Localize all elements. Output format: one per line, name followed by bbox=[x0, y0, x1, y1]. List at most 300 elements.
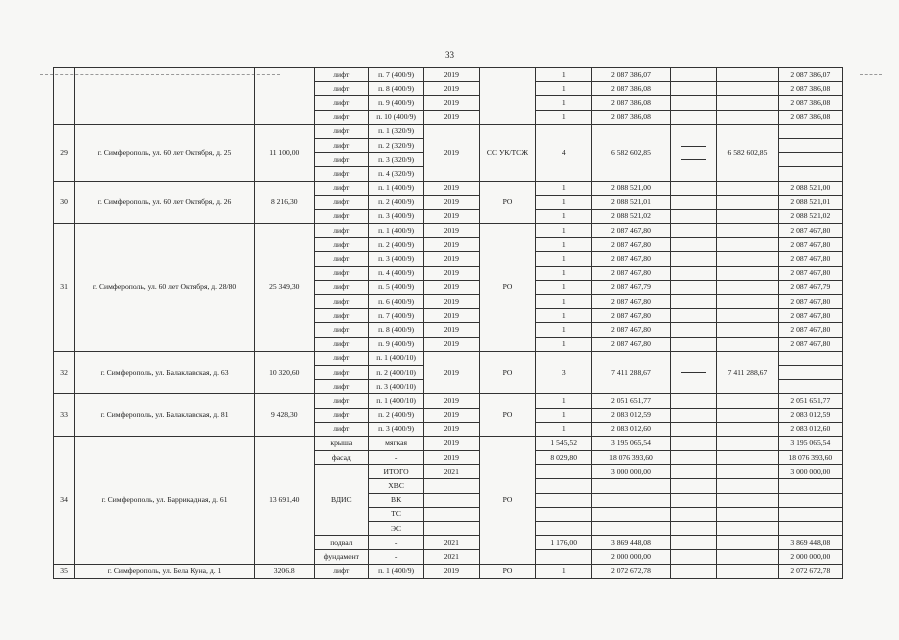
part-cell: - bbox=[369, 550, 424, 564]
method-cell: СС УК/ТСЖ bbox=[479, 124, 536, 181]
empty-cell bbox=[670, 507, 716, 521]
cost-cell: 2 087 467,80 bbox=[592, 323, 671, 337]
element-cell: лифт bbox=[314, 564, 369, 578]
element-cell: лифт bbox=[314, 422, 369, 436]
element-cell: лифт bbox=[314, 394, 369, 408]
fund-cell bbox=[716, 252, 778, 266]
fund-cell bbox=[716, 493, 778, 507]
fund-cell: 7 411 288,67 bbox=[716, 351, 778, 394]
empty-cell bbox=[670, 422, 716, 436]
fund-cell bbox=[716, 422, 778, 436]
element-cell: лифт bbox=[314, 266, 369, 280]
year-cell: 2019 bbox=[424, 408, 479, 422]
fund-cell: 2 087 386,07 bbox=[779, 68, 843, 82]
area-cell: 10 320,60 bbox=[254, 351, 314, 394]
qty-cell: 1 bbox=[536, 96, 592, 110]
address-cell: г. Симферополь, ул. 60 лет Октября, д. 26 bbox=[75, 181, 255, 224]
part-cell: п. 3 (400/10) bbox=[369, 380, 424, 394]
element-cell: лифт bbox=[314, 309, 369, 323]
cost-cell bbox=[592, 522, 671, 536]
qty-cell: 1 bbox=[536, 110, 592, 124]
fund-cell: 2 088 521,01 bbox=[779, 195, 843, 209]
empty-cell bbox=[670, 110, 716, 124]
fund-cell: 2 083 012,60 bbox=[779, 422, 843, 436]
element-cell: крыша bbox=[314, 436, 369, 450]
address-cell: г. Симферополь, ул. Баррикадная, д. 61 bbox=[75, 436, 255, 564]
fund-cell bbox=[779, 380, 843, 394]
element-cell: лифт bbox=[314, 408, 369, 422]
cost-cell: 2 072 672,78 bbox=[592, 564, 671, 578]
fund-cell: 2 087 467,79 bbox=[779, 280, 843, 294]
fund-cell bbox=[716, 479, 778, 493]
empty-cell bbox=[670, 394, 716, 408]
row-number: 35 bbox=[54, 564, 75, 578]
year-cell: 2019 bbox=[424, 337, 479, 351]
element-cell: ВДИС bbox=[314, 465, 369, 536]
qty-cell: 1 bbox=[536, 394, 592, 408]
empty-cell bbox=[670, 550, 716, 564]
empty-cell bbox=[670, 195, 716, 209]
part-cell: ИТОГО bbox=[369, 465, 424, 479]
volume-cell bbox=[536, 522, 592, 536]
cost-cell: 2 087 386,07 bbox=[592, 68, 671, 82]
year-cell: 2019 bbox=[424, 124, 479, 181]
cost-cell: 2 087 467,79 bbox=[592, 280, 671, 294]
empty-cell bbox=[670, 323, 716, 337]
year-cell: 2019 bbox=[424, 351, 479, 394]
table-row bbox=[54, 124, 899, 138]
empty-cell bbox=[670, 238, 716, 252]
row-number: 29 bbox=[54, 124, 75, 181]
fund-cell bbox=[716, 96, 778, 110]
method-cell: РО bbox=[479, 181, 536, 224]
element-cell: подвал bbox=[314, 536, 369, 550]
fund-cell: 2 051 651,77 bbox=[779, 394, 843, 408]
row-number: 31 bbox=[54, 224, 75, 352]
method-cell: РО bbox=[479, 351, 536, 394]
qty-cell: 1 bbox=[536, 82, 592, 96]
address-cell: г. Симферополь, ул. 60 лет Октября, д. 28/80 bbox=[75, 224, 255, 352]
fund-cell bbox=[779, 167, 843, 181]
fund-cell bbox=[716, 266, 778, 280]
table-row bbox=[54, 224, 899, 238]
volume-cell bbox=[536, 479, 592, 493]
year-cell: 2019 bbox=[424, 209, 479, 223]
capital-repair-table bbox=[53, 67, 899, 579]
address-cell: г. Симферополь, ул. 60 лет Октября, д. 25 bbox=[75, 124, 255, 181]
element-cell: лифт bbox=[314, 351, 369, 365]
empty-cell bbox=[670, 536, 716, 550]
cost-cell: 2 087 467,80 bbox=[592, 238, 671, 252]
part-cell: п. 3 (320/9) bbox=[369, 153, 424, 167]
year-cell: 2021 bbox=[424, 465, 479, 479]
year-cell: 2021 bbox=[424, 550, 479, 564]
fund-cell bbox=[716, 337, 778, 351]
part-cell: п. 8 (400/9) bbox=[369, 82, 424, 96]
cost-cell: 2 083 012,59 bbox=[592, 408, 671, 422]
qty-cell: 1 bbox=[536, 238, 592, 252]
element-cell: лифт bbox=[314, 252, 369, 266]
year-cell: 2019 bbox=[424, 181, 479, 195]
fund-cell: 6 582 602,85 bbox=[716, 124, 778, 181]
element-cell: лифт bbox=[314, 209, 369, 223]
empty-cell bbox=[670, 451, 716, 465]
year-cell: 2019 bbox=[424, 422, 479, 436]
fund-cell bbox=[716, 394, 778, 408]
fund-cell: 2 087 467,80 bbox=[779, 266, 843, 280]
empty-cell bbox=[670, 181, 716, 195]
year-cell: 2019 bbox=[424, 436, 479, 450]
part-cell: п. 3 (400/9) bbox=[369, 422, 424, 436]
volume-cell bbox=[536, 507, 592, 521]
part-cell: ХВС bbox=[369, 479, 424, 493]
qty-cell: 1 bbox=[536, 280, 592, 294]
fund-cell: 2 087 386,08 bbox=[779, 96, 843, 110]
part-cell: п. 4 (400/9) bbox=[369, 266, 424, 280]
empty-cell bbox=[670, 564, 716, 578]
address-cell bbox=[75, 68, 255, 125]
year-cell: 2019 bbox=[424, 96, 479, 110]
cost-cell: 2 000 000,00 bbox=[592, 550, 671, 564]
address-cell: г. Симферополь, ул. Балаклавская, д. 81 bbox=[75, 394, 255, 437]
fund-cell bbox=[716, 280, 778, 294]
qty-cell: 4 bbox=[536, 124, 592, 181]
fund-cell bbox=[716, 522, 778, 536]
empty-cell bbox=[670, 436, 716, 450]
element-cell: фасад bbox=[314, 451, 369, 465]
volume-cell bbox=[536, 493, 592, 507]
cost-cell: 6 582 602,85 bbox=[592, 124, 671, 181]
empty-cell bbox=[670, 309, 716, 323]
fund-cell bbox=[716, 209, 778, 223]
volume-cell: 1 176,00 bbox=[536, 536, 592, 550]
empty-cell bbox=[670, 465, 716, 479]
year-cell bbox=[424, 522, 479, 536]
fund-cell bbox=[716, 507, 778, 521]
element-cell: лифт bbox=[314, 280, 369, 294]
cost-cell: 2 087 467,80 bbox=[592, 309, 671, 323]
year-cell: 2019 bbox=[424, 82, 479, 96]
cost-cell: 2 083 012,60 bbox=[592, 422, 671, 436]
fund-cell: 3 195 065,54 bbox=[779, 436, 843, 450]
fund-cell bbox=[716, 465, 778, 479]
fund-cell: 2 087 467,80 bbox=[779, 309, 843, 323]
cost-cell: 2 088 521,01 bbox=[592, 195, 671, 209]
empty-cell bbox=[670, 522, 716, 536]
empty-cell bbox=[670, 351, 716, 394]
element-cell: лифт bbox=[314, 96, 369, 110]
empty-cell bbox=[670, 493, 716, 507]
cost-cell: 2 087 386,08 bbox=[592, 110, 671, 124]
qty-cell: 1 bbox=[536, 209, 592, 223]
qty-cell: 1 bbox=[536, 323, 592, 337]
qty-cell: 3 bbox=[536, 351, 592, 394]
part-cell: п. 2 (400/9) bbox=[369, 238, 424, 252]
empty-cell bbox=[670, 408, 716, 422]
year-cell: 2019 bbox=[424, 110, 479, 124]
element-cell: лифт bbox=[314, 195, 369, 209]
volume-cell bbox=[536, 465, 592, 479]
empty-cell bbox=[670, 96, 716, 110]
empty-cell bbox=[670, 337, 716, 351]
fund-cell bbox=[716, 195, 778, 209]
fund-cell: 18 076 393,60 bbox=[779, 451, 843, 465]
element-cell: лифт bbox=[314, 337, 369, 351]
volume-cell: 1 545,52 bbox=[536, 436, 592, 450]
empty-cell bbox=[670, 224, 716, 238]
cost-cell: 2 087 467,80 bbox=[592, 266, 671, 280]
cost-cell: 3 195 065,54 bbox=[592, 436, 671, 450]
year-cell: 2019 bbox=[424, 224, 479, 238]
fund-cell: 2 087 467,80 bbox=[779, 224, 843, 238]
element-cell: лифт bbox=[314, 224, 369, 238]
part-cell: п. 9 (400/9) bbox=[369, 337, 424, 351]
table-row bbox=[54, 394, 899, 408]
table-row bbox=[54, 436, 899, 450]
area-cell: 13 691,40 bbox=[254, 436, 314, 564]
part-cell: п. 1 (400/9) bbox=[369, 181, 424, 195]
area-cell: 3206.8 bbox=[254, 564, 314, 578]
part-cell: п. 3 (400/9) bbox=[369, 252, 424, 266]
element-cell: лифт bbox=[314, 380, 369, 394]
fund-cell: 2 088 521,00 bbox=[779, 181, 843, 195]
cost-cell: 2 087 467,80 bbox=[592, 337, 671, 351]
element-cell: лифт bbox=[314, 323, 369, 337]
empty-cell bbox=[670, 209, 716, 223]
qty-cell: 1 bbox=[536, 181, 592, 195]
year-cell: 2019 bbox=[424, 451, 479, 465]
fund-cell: 3 000 000,00 bbox=[779, 465, 843, 479]
empty-cell bbox=[670, 295, 716, 309]
year-cell: 2019 bbox=[424, 280, 479, 294]
table-row bbox=[54, 564, 899, 578]
part-cell: ЭС bbox=[369, 522, 424, 536]
fund-cell bbox=[716, 408, 778, 422]
qty-cell: 1 bbox=[536, 408, 592, 422]
cost-cell: 3 869 448,08 bbox=[592, 536, 671, 550]
fund-cell: 2 087 467,80 bbox=[779, 252, 843, 266]
element-cell: лифт bbox=[314, 110, 369, 124]
cost-cell: 18 076 393,60 bbox=[592, 451, 671, 465]
fund-cell bbox=[716, 564, 778, 578]
fund-cell: 2 000 000,00 bbox=[779, 550, 843, 564]
area-cell: 11 100,00 bbox=[254, 124, 314, 181]
element-cell: лифт bbox=[314, 295, 369, 309]
fund-cell bbox=[779, 365, 843, 379]
method-cell: РО bbox=[479, 564, 536, 578]
year-cell: 2019 bbox=[424, 266, 479, 280]
row-number bbox=[54, 68, 75, 125]
element-cell: лифт bbox=[314, 138, 369, 152]
table-row bbox=[54, 68, 899, 82]
fund-cell bbox=[779, 124, 843, 138]
cost-cell: 2 088 521,02 bbox=[592, 209, 671, 223]
year-cell: 2019 bbox=[424, 195, 479, 209]
volume-cell: 8 029,80 bbox=[536, 451, 592, 465]
fund-cell bbox=[716, 181, 778, 195]
fund-cell bbox=[716, 323, 778, 337]
fund-cell bbox=[779, 153, 843, 167]
fund-cell: 2 083 012,59 bbox=[779, 408, 843, 422]
fund-cell: 2 087 386,08 bbox=[779, 110, 843, 124]
part-cell: п. 3 (400/9) bbox=[369, 209, 424, 223]
fund-cell: 2 087 467,80 bbox=[779, 323, 843, 337]
qty-cell: 1 bbox=[536, 224, 592, 238]
year-cell: 2019 bbox=[424, 252, 479, 266]
cost-cell: 3 000 000,00 bbox=[592, 465, 671, 479]
method-cell: РО bbox=[479, 436, 536, 564]
part-cell: п. 2 (400/10) bbox=[369, 365, 424, 379]
address-cell: г. Симферополь, ул. Балаклавская, д. 63 bbox=[75, 351, 255, 394]
qty-cell: 1 bbox=[536, 309, 592, 323]
method-cell: РО bbox=[479, 224, 536, 352]
part-cell: п. 2 (400/9) bbox=[369, 195, 424, 209]
part-cell: п. 4 (320/9) bbox=[369, 167, 424, 181]
element-cell: лифт bbox=[314, 82, 369, 96]
fund-cell bbox=[779, 479, 843, 493]
fund-cell bbox=[716, 536, 778, 550]
fund-cell bbox=[779, 493, 843, 507]
cost-cell: 2 087 386,08 bbox=[592, 96, 671, 110]
part-cell: п. 1 (400/10) bbox=[369, 351, 424, 365]
cost-cell: 2 087 386,08 bbox=[592, 82, 671, 96]
area-cell: 9 428,30 bbox=[254, 394, 314, 437]
table-row bbox=[54, 181, 899, 195]
qty-cell: 1 bbox=[536, 266, 592, 280]
year-cell: 2019 bbox=[424, 238, 479, 252]
year-cell: 2019 bbox=[424, 323, 479, 337]
part-cell: п. 2 (400/9) bbox=[369, 408, 424, 422]
address-cell: г. Симферополь, ул. Бела Куна, д. 1 bbox=[75, 564, 255, 578]
part-cell: - bbox=[369, 451, 424, 465]
cost-cell bbox=[592, 479, 671, 493]
element-cell: лифт bbox=[314, 181, 369, 195]
row-number: 30 bbox=[54, 181, 75, 224]
part-cell: п. 10 (400/9) bbox=[369, 110, 424, 124]
empty-cell bbox=[670, 280, 716, 294]
fund-cell bbox=[716, 68, 778, 82]
empty-cell bbox=[670, 266, 716, 280]
element-cell: лифт bbox=[314, 365, 369, 379]
fund-cell bbox=[716, 451, 778, 465]
fund-cell bbox=[779, 507, 843, 521]
part-cell: п. 6 (400/9) bbox=[369, 295, 424, 309]
part-cell: ВК bbox=[369, 493, 424, 507]
fund-cell bbox=[716, 224, 778, 238]
method-cell: РО bbox=[479, 394, 536, 437]
fund-cell bbox=[716, 238, 778, 252]
year-cell bbox=[424, 479, 479, 493]
year-cell: 2019 bbox=[424, 295, 479, 309]
part-cell: п. 1 (320/9) bbox=[369, 124, 424, 138]
year-cell: 2021 bbox=[424, 536, 479, 550]
cost-cell: 2 087 467,80 bbox=[592, 252, 671, 266]
empty-cell bbox=[670, 124, 716, 181]
fund-cell: 2 087 467,80 bbox=[779, 337, 843, 351]
method-cell bbox=[479, 68, 536, 125]
fund-cell bbox=[716, 110, 778, 124]
fund-cell bbox=[716, 295, 778, 309]
empty-cell bbox=[670, 252, 716, 266]
cost-cell: 2 051 651,77 bbox=[592, 394, 671, 408]
cost-cell: 2 087 467,80 bbox=[592, 295, 671, 309]
fund-cell bbox=[716, 82, 778, 96]
part-cell: ТС bbox=[369, 507, 424, 521]
fund-cell bbox=[716, 550, 778, 564]
element-cell: лифт bbox=[314, 124, 369, 138]
cost-cell bbox=[592, 493, 671, 507]
part-cell: п. 1 (400/9) bbox=[369, 224, 424, 238]
qty-cell: 1 bbox=[536, 252, 592, 266]
year-cell bbox=[424, 507, 479, 521]
qty-cell: 1 bbox=[536, 564, 592, 578]
row-number: 33 bbox=[54, 394, 75, 437]
element-cell: лифт bbox=[314, 167, 369, 181]
element-cell: фундамент bbox=[314, 550, 369, 564]
part-cell: п. 5 (400/9) bbox=[369, 280, 424, 294]
element-cell: лифт bbox=[314, 238, 369, 252]
row-number: 34 bbox=[54, 436, 75, 564]
qty-cell: 1 bbox=[536, 68, 592, 82]
part-cell: п. 8 (400/9) bbox=[369, 323, 424, 337]
part-cell: п. 1 (400/9) bbox=[369, 564, 424, 578]
volume-cell bbox=[536, 550, 592, 564]
part-cell: п. 9 (400/9) bbox=[369, 96, 424, 110]
qty-cell: 1 bbox=[536, 195, 592, 209]
fund-cell: 2 088 521,02 bbox=[779, 209, 843, 223]
fund-cell: 2 087 386,08 bbox=[779, 82, 843, 96]
year-cell: 2019 bbox=[424, 394, 479, 408]
area-cell: 8 216,30 bbox=[254, 181, 314, 224]
qty-cell: 1 bbox=[536, 295, 592, 309]
year-cell bbox=[424, 493, 479, 507]
fund-cell bbox=[716, 436, 778, 450]
element-cell: лифт bbox=[314, 153, 369, 167]
empty-cell bbox=[670, 68, 716, 82]
part-cell: п. 1 (400/10) bbox=[369, 394, 424, 408]
row-number: 32 bbox=[54, 351, 75, 394]
fund-cell bbox=[779, 351, 843, 365]
area-cell: 25 349,30 bbox=[254, 224, 314, 352]
element-cell: лифт bbox=[314, 68, 369, 82]
part-cell: п. 7 (400/9) bbox=[369, 309, 424, 323]
cost-cell: 2 088 521,00 bbox=[592, 181, 671, 195]
year-cell: 2019 bbox=[424, 68, 479, 82]
fund-cell: 2 087 467,80 bbox=[779, 295, 843, 309]
area-cell bbox=[254, 68, 314, 125]
cost-cell: 7 411 288,67 bbox=[592, 351, 671, 394]
qty-cell: 1 bbox=[536, 337, 592, 351]
fund-cell: 2 072 672,78 bbox=[779, 564, 843, 578]
fund-cell bbox=[779, 138, 843, 152]
fund-cell: 3 869 448,08 bbox=[779, 536, 843, 550]
fund-cell bbox=[779, 522, 843, 536]
cost-cell: 2 087 467,80 bbox=[592, 224, 671, 238]
fund-cell: 2 087 467,80 bbox=[779, 238, 843, 252]
table-row bbox=[54, 351, 899, 365]
year-cell: 2019 bbox=[424, 564, 479, 578]
part-cell: мягкая bbox=[369, 436, 424, 450]
empty-cell bbox=[670, 82, 716, 96]
part-cell: - bbox=[369, 536, 424, 550]
empty-cell bbox=[670, 479, 716, 493]
part-cell: п. 7 (400/9) bbox=[369, 68, 424, 82]
part-cell: п. 2 (320/9) bbox=[369, 138, 424, 152]
qty-cell: 1 bbox=[536, 422, 592, 436]
fund-cell bbox=[716, 309, 778, 323]
year-cell: 2019 bbox=[424, 309, 479, 323]
page-number: 33 bbox=[445, 50, 454, 60]
